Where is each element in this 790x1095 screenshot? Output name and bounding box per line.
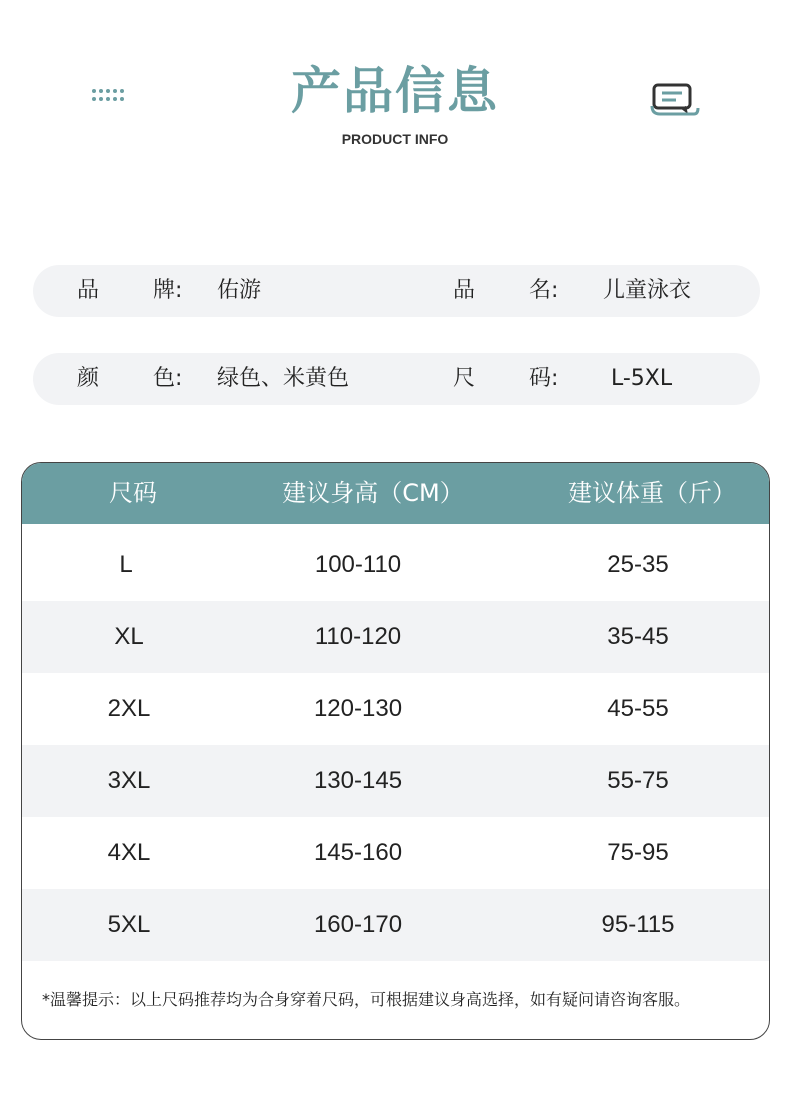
name-label-b: 名: <box>529 278 559 303</box>
info-row-color-size <box>33 353 760 405</box>
page-subtitle: PRODUCT INFO <box>341 131 449 147</box>
weight-cell: 35-45 <box>607 623 669 650</box>
height-cell: 100-110 <box>314 551 402 578</box>
size-label-b: 码: <box>529 366 559 391</box>
color-label-b: 色: <box>153 366 183 391</box>
weight-cell: 75-95 <box>607 839 669 866</box>
brand-value: 佑游 <box>217 278 262 303</box>
header-height: 建议身高（CM） <box>282 479 464 507</box>
size-cell: 4XL <box>107 839 151 866</box>
table-header <box>22 463 769 524</box>
size-value: L-5XL <box>611 366 673 391</box>
weight-cell: 55-75 <box>607 767 669 794</box>
header-size: 尺码 <box>109 479 157 507</box>
name-label-a: 品 <box>453 278 476 303</box>
height-cell: 130-145 <box>313 767 403 794</box>
height-cell: 110-120 <box>314 623 402 650</box>
size-cell: XL <box>114 623 144 650</box>
size-cell: L <box>119 551 133 578</box>
size-cell: 5XL <box>107 911 151 938</box>
height-cell: 145-160 <box>313 839 403 866</box>
size-note: *温馨提示：以上尺码推荐均为合身穿着尺码，可根据建议身高选择，如有疑问请咨询客服。 <box>42 990 691 1009</box>
size-cell: 3XL <box>107 767 151 794</box>
color-value: 绿色、米黄色 <box>217 366 350 391</box>
table-row <box>22 745 769 817</box>
height-cell: 160-170 <box>313 911 403 938</box>
brand-label-a: 品 <box>77 278 100 303</box>
color-label-a: 颜 <box>77 366 100 391</box>
info-row-brand-name <box>33 265 760 317</box>
header-weight: 建议体重（斤） <box>568 479 736 507</box>
table-row <box>22 601 769 673</box>
chat-message-icon <box>650 82 700 116</box>
size-cell: 2XL <box>107 695 151 722</box>
table-row <box>22 889 769 961</box>
weight-cell: 45-55 <box>607 695 669 722</box>
page-title: 产品信息 <box>291 62 499 120</box>
table-row <box>22 817 769 889</box>
weight-cell: 25-35 <box>607 551 669 578</box>
name-value: 儿童泳衣 <box>603 278 692 303</box>
size-label-a: 尺 <box>453 366 476 391</box>
height-cell: 120-130 <box>313 695 403 722</box>
brand-label-b: 牌: <box>153 278 183 303</box>
weight-cell: 95-115 <box>601 911 675 938</box>
size-table <box>21 462 770 1040</box>
table-row <box>22 529 769 601</box>
table-row <box>22 673 769 745</box>
